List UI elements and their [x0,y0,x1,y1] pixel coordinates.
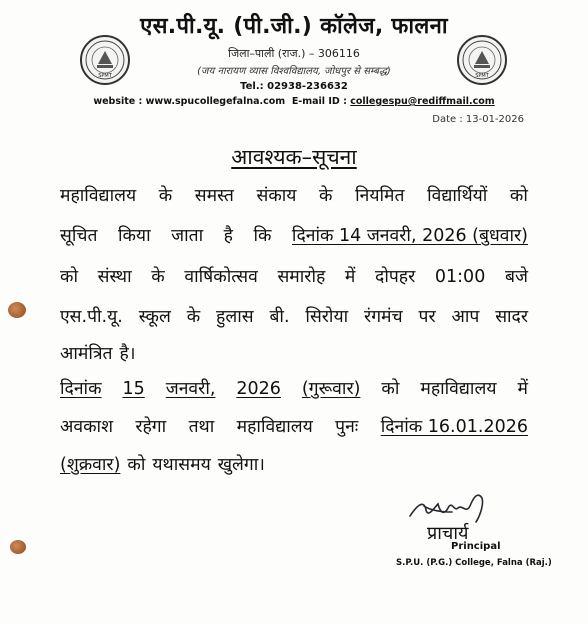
word: संस्था [97,267,132,287]
email-label: E-mail ID : [291,96,347,107]
word: आप [451,307,480,327]
seal-caption: SPMT [98,73,112,79]
holiday-date-year: 2026 [236,379,281,399]
reopen-weekday: (शुक्रवार) [60,455,121,475]
signature-label: प्राचार्य [427,523,469,544]
word: संकाय [256,186,297,206]
punch-hole-icon [8,302,26,318]
email-address: collegespu@rediffmail.com [350,96,495,107]
word: समारोह [277,267,326,287]
word: कि [253,226,272,246]
word: को [60,267,78,287]
word: के [186,307,201,327]
word: यथासमय [152,455,211,475]
word: अवकाश [60,417,113,437]
website-text: website : www.spucollegefalna.com [93,96,286,107]
word: दोपहर [375,267,416,287]
event-date: दिनांक 14 जनवरी, 2026 (बुधवार) [291,226,528,246]
word: के [151,267,165,287]
word: में [344,267,356,287]
word: आमंत्रित [60,344,113,364]
holiday-date-day: 15 [122,379,145,399]
notice-line-4 [60,304,528,328]
word: को [509,186,528,206]
word: को [381,379,400,399]
word: समस्त [194,186,234,206]
notice-line-3 [60,264,528,288]
word: नियमित [355,186,405,206]
notice-line-2 [60,223,528,247]
notice-date: Date : 13-01-2026 [432,114,524,125]
word: सूचित [60,226,98,246]
notice-line-7 [60,414,528,438]
holiday-date-word: दिनांक [60,379,102,399]
event-time: 01:00 [434,267,486,287]
word: विद्यार्थियों [427,186,488,206]
signatory-college: S.P.U. (P.G.) College, Falna (Raj.) [396,558,552,568]
word: के [158,186,173,206]
holiday-date-weekday: (गुरूवार) [301,379,361,399]
notice-line-5 [60,341,528,365]
word: जाता [171,226,204,246]
phone-number: Tel.: 02938-236632 [240,81,348,92]
word: खुलेगा। [217,455,265,475]
contact-line [0,96,588,107]
notice-line-8 [60,452,528,476]
word: के [319,186,333,206]
college-name: एस.पी.यू. (पी.जी.) कॉलेज, फालना [140,14,448,39]
notice-line-1 [60,183,528,207]
word: पर [418,307,436,327]
word: पुनः [335,417,359,437]
word: महाविद्यालय [60,186,137,206]
word: है [223,226,233,246]
word: सिरोया [305,307,349,327]
word: बजे [504,267,528,287]
word: को [127,455,146,475]
word: में [517,379,528,399]
notice-title: आवश्यक–सूचना [231,145,357,169]
university-affiliation: (जय नारायण व्यास विश्वविद्यालय, जोधपुर से सम्बद्ध) [197,66,391,77]
college-address: जिला–पाली (राज.) – 306116 [228,47,360,60]
word: है। [119,344,136,364]
word: रंगमंच [364,307,403,327]
word: स्कूल [138,307,171,327]
word: किया [117,226,151,246]
holiday-date-month: जनवरी, [165,379,216,399]
signatory-title: Principal [451,541,501,552]
notice-line-6 [60,376,528,400]
seal-caption: SPMT [475,73,489,79]
punch-hole-icon [10,540,26,554]
word: महाविद्यालय [420,379,497,399]
word: बी. [269,307,290,327]
word: हुलास [216,307,254,327]
word: रहेगा [135,417,167,437]
reopen-date: दिनांक 16.01.2026 [380,417,528,437]
word: एस.पी.यू. [60,307,123,327]
word: तथा [188,417,215,437]
word: सादर [495,307,528,327]
word: महाविद्यालय [236,417,313,437]
word: वार्षिकोत्सव [184,267,258,287]
